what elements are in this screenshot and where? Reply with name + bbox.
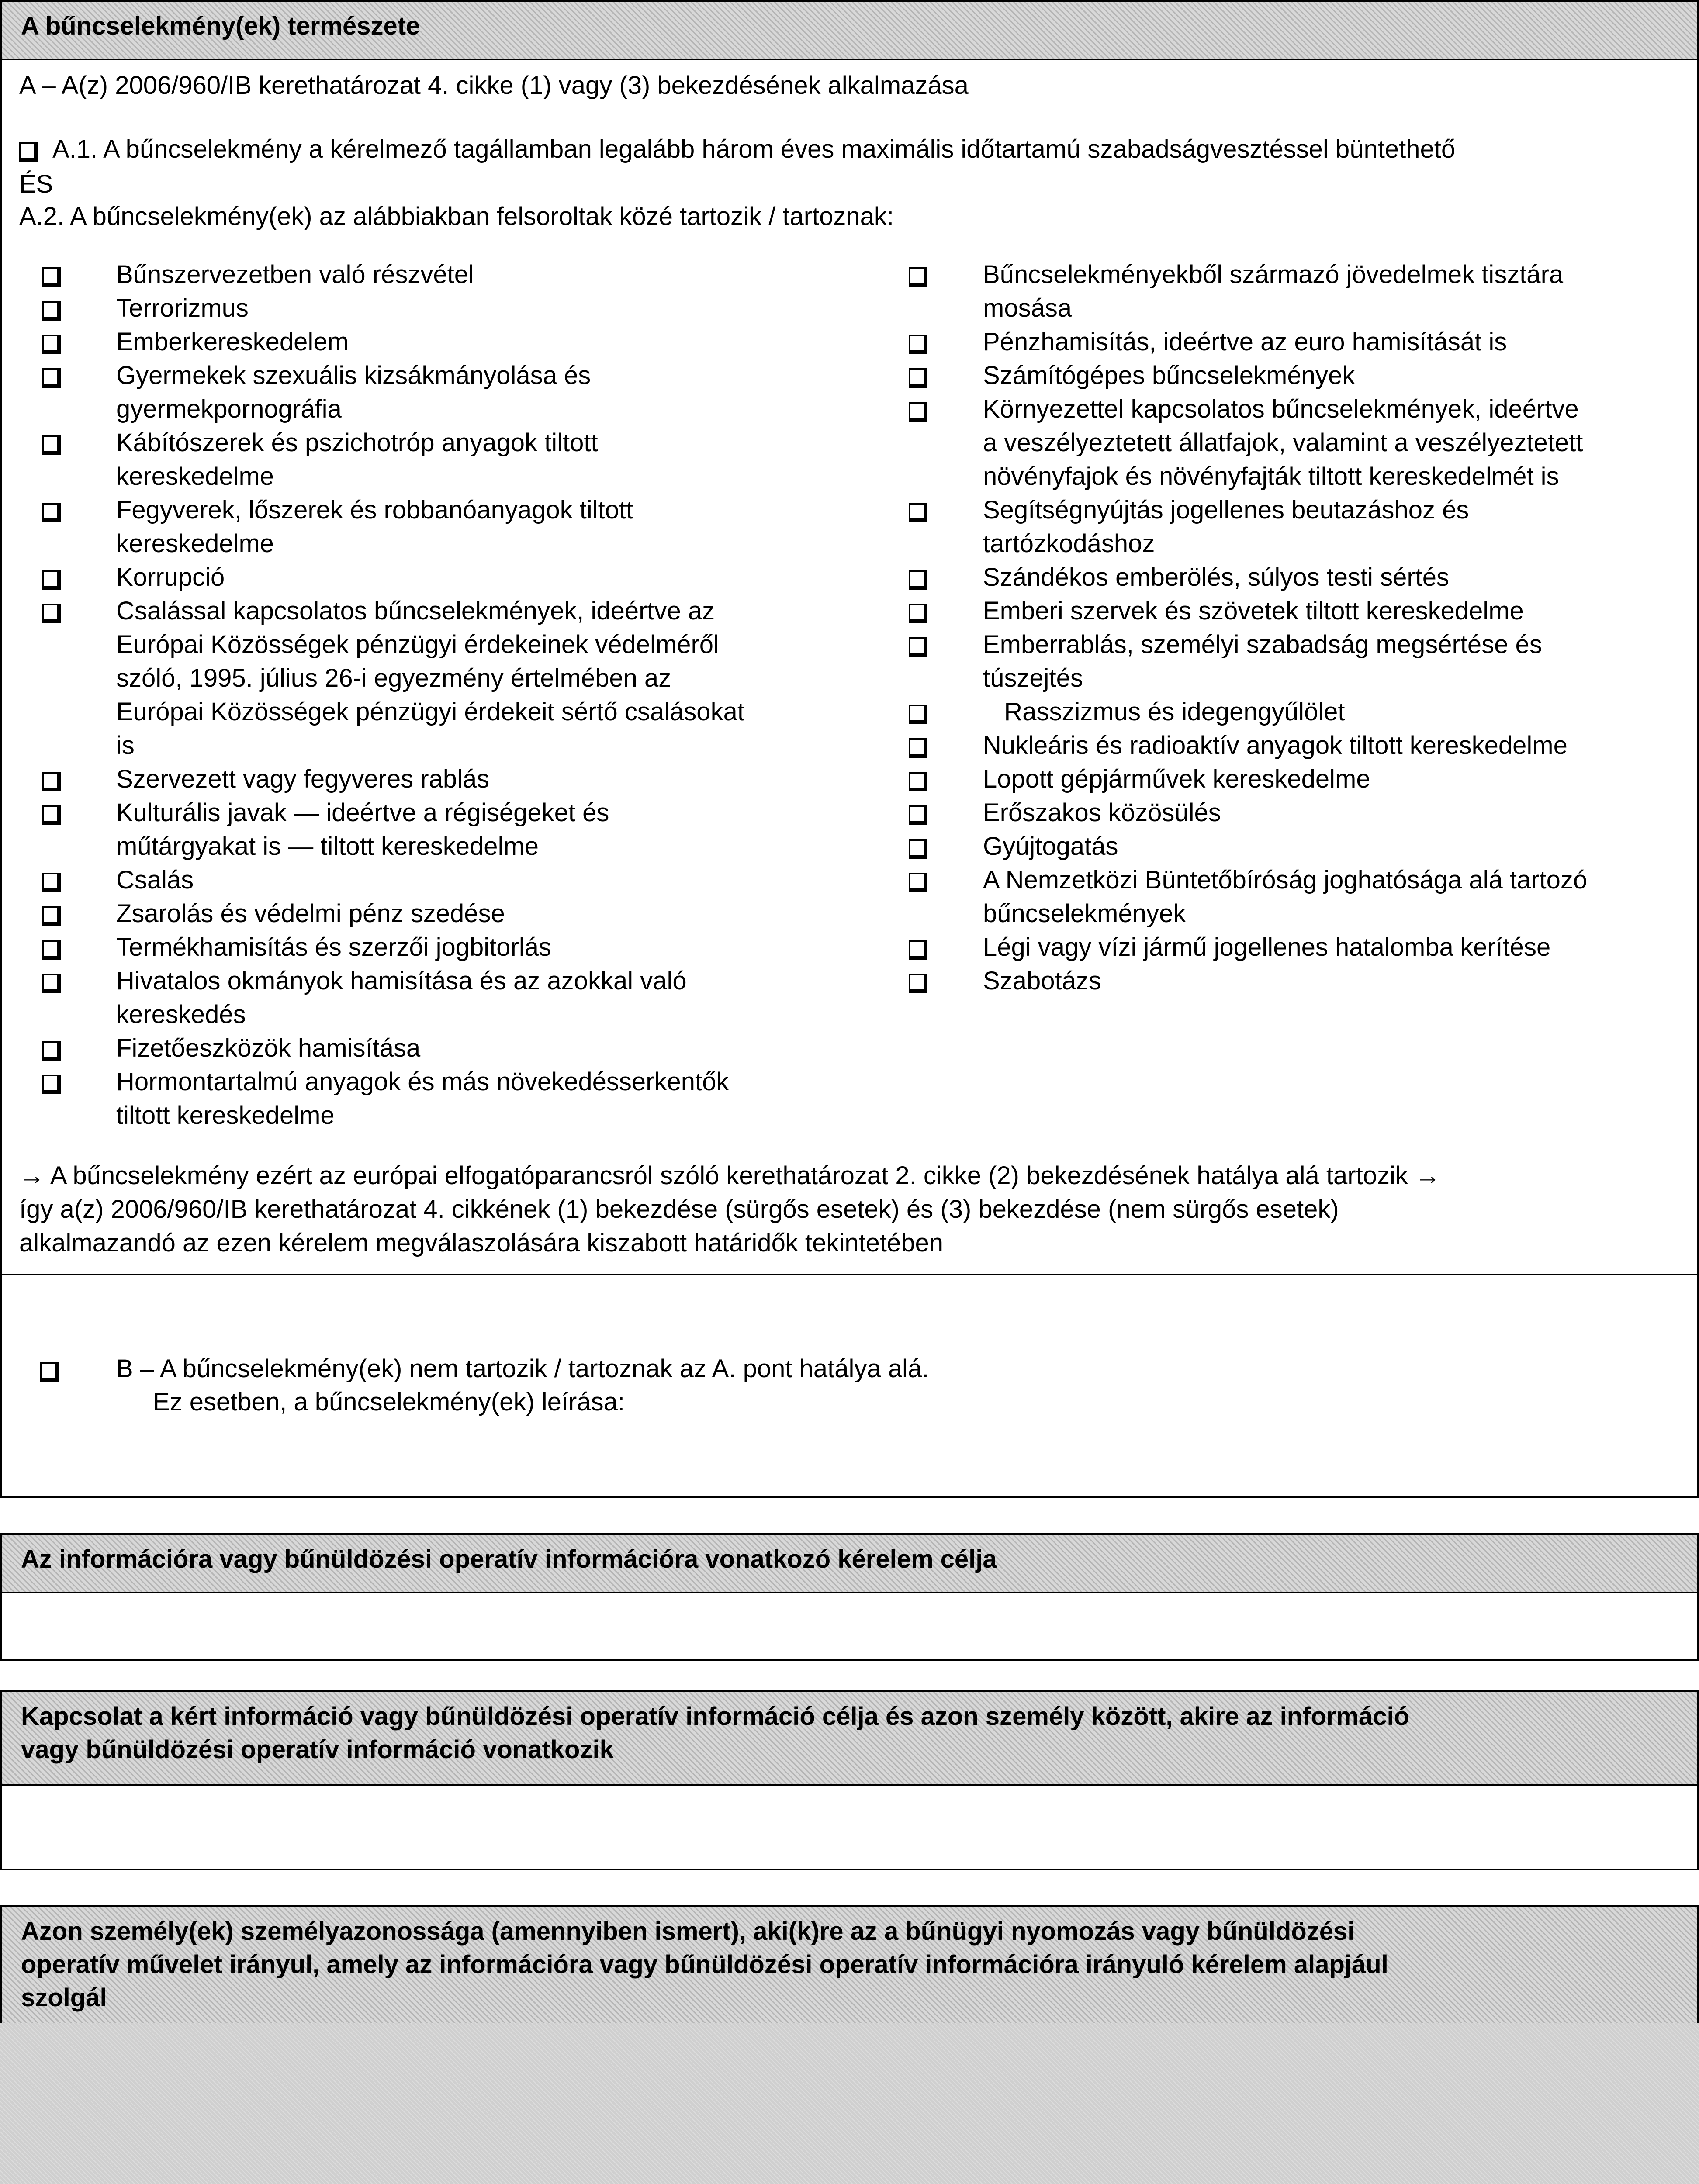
offence-left-item-text: Zsarolás és védelmi pénz szedése <box>116 899 505 928</box>
offence-left-item-text: Kábítószerek és pszichotróp anyagok tiltott <box>116 429 598 457</box>
offence-right-checkbox[interactable] <box>909 368 927 388</box>
offence-right-checkbox[interactable] <box>909 267 927 287</box>
conclusion-line-2: így a(z) 2006/960/IB kerethatározat 4. cikkének (1) bekezdése (sürgős esetek) és (3) bekezdése (nem sürgős esetek) <box>19 1195 1339 1223</box>
offence-left-item <box>116 1031 859 1065</box>
offence-left-item-text: Európai Közösségek pénzügyi érdekeit sértő csalásokat <box>116 698 744 726</box>
offence-right-item <box>983 594 1682 628</box>
section-relation-header-line-2: vagy bűnüldözési operatív információ vonatkozik <box>21 1735 614 1764</box>
section-identity-header-line-1: Azon személy(ek) személyazonossága (amennyiben ismert), aki(k)re az a bűnügyi nyomozás vagy bűnüldözési <box>21 1917 1355 1946</box>
offence-left-checkbox[interactable] <box>42 940 61 960</box>
offence-right-item-text: Emberrablás, személyi szabadság megsértése és <box>983 630 1542 659</box>
offence-right-checkbox[interactable] <box>909 705 927 724</box>
identity-shaded-area <box>0 2023 1699 2184</box>
offence-right-item <box>983 729 1682 762</box>
offence-left-item-text: Európai Közösségek pénzügyi érdekeinek védelméről <box>116 630 719 659</box>
offence-right-checkbox[interactable] <box>909 873 927 892</box>
offence-left-item <box>116 291 859 325</box>
offence-left-item-text: tiltott kereskedelme <box>116 1101 335 1130</box>
section-request-purpose <box>0 1533 1699 1661</box>
offence-right-item <box>983 695 1682 729</box>
offence-left-checkbox[interactable] <box>42 368 61 388</box>
offence-left-item <box>116 258 859 291</box>
option-a2-text: A.2. A bűncselekmény(ek) az alábbiakban felsoroltak közé tartozik / tartoznak: <box>19 202 894 231</box>
offence-left-item-text: Bűnszervezetben való részvétel <box>116 260 474 289</box>
offence-right-item <box>983 930 1682 964</box>
offence-right-item-text: Rasszizmus és idegengyűlölet <box>983 698 1345 726</box>
offence-right-item-text: Segítségnyújtás jogellenes beutazáshoz és <box>983 496 1469 524</box>
offence-left-checkbox[interactable] <box>42 873 61 892</box>
offence-left-checkbox[interactable] <box>42 435 61 455</box>
offence-right-item-text: növényfajok és növényfajták tiltott kereskedelmét is <box>983 462 1559 491</box>
offence-right-item <box>983 560 1682 594</box>
option-a1-and: ÉS <box>19 170 53 198</box>
offence-left-checkbox[interactable] <box>42 503 61 522</box>
offence-left-item-text: szóló, 1995. július 26-i egyezmény értelmében az <box>116 664 671 692</box>
offence-left-item <box>116 930 859 964</box>
offence-right-item <box>983 628 1682 695</box>
section-identity-header <box>2 1907 1697 2027</box>
offence-right-item <box>983 392 1682 493</box>
offence-left-item-text: Fegyverek, lőszerek és robbanóanyagok tiltott <box>116 496 633 524</box>
offence-list-right <box>983 258 1682 998</box>
offence-left-checkbox[interactable] <box>42 335 61 354</box>
section-relation-header-line-1: Kapcsolat a kért információ vagy bűnüldözési operatív információ célja és azon személy között, akire az információ <box>21 1702 1410 1731</box>
offence-left-item-text: Csalás <box>116 866 194 894</box>
offence-right-item <box>983 325 1682 359</box>
offence-right-checkbox[interactable] <box>909 738 927 758</box>
offence-left-item-text: Hivatalos okmányok hamisítása és az azokkal való <box>116 967 687 995</box>
section-request-purpose-header: Az információra vagy bűnüldözési operatív információra vonatkozó kérelem célja <box>2 1535 1697 1593</box>
offence-right-item <box>983 359 1682 392</box>
offence-right-item-text: A Nemzetközi Büntetőbíróság joghatósága alá tartozó <box>983 866 1588 894</box>
offence-left-checkbox[interactable] <box>42 570 61 590</box>
offence-left-item-text: Termékhamisítás és szerzői jogbitorlás <box>116 933 552 961</box>
offence-right-checkbox[interactable] <box>909 335 927 354</box>
offence-right-item-text: Pénzhamisítás, ideértve az euro hamisítását is <box>983 328 1507 356</box>
offence-left-checkbox[interactable] <box>42 974 61 993</box>
offence-left-item <box>116 325 859 359</box>
offence-right-checkbox[interactable] <box>909 402 927 422</box>
offence-left-item-text: kereskedés <box>116 1000 246 1029</box>
offence-left-item-text: Korrupció <box>116 563 225 591</box>
offence-right-checkbox[interactable] <box>909 503 927 522</box>
offence-left-item-text: gyermekpornográfia <box>116 395 342 423</box>
offence-left-checkbox[interactable] <box>42 805 61 825</box>
offence-left-item-text: kereskedelme <box>116 529 274 558</box>
offence-left-item-text: Emberkereskedelem <box>116 328 349 356</box>
offence-left-item-text: Csalással kapcsolatos bűncselekmények, ideértve az <box>116 597 715 625</box>
offence-left-item <box>116 762 859 796</box>
offence-left-item <box>116 1065 859 1132</box>
offence-left-checkbox[interactable] <box>42 1041 61 1061</box>
offence-right-item-text: Környezettel kapcsolatos bűncselekmények, ideértve <box>983 395 1579 423</box>
offence-left-item-text: műtárgyakat is — tiltott kereskedelme <box>116 832 539 860</box>
offence-left-checkbox[interactable] <box>42 772 61 791</box>
offence-right-item-text: túszejtés <box>983 664 1083 692</box>
option-b-text: B – A bűncselekmény(ek) nem tartozik / tartoznak az A. pont hatálya alá. <box>116 1355 929 1383</box>
checkbox-b[interactable] <box>40 1362 59 1382</box>
offence-left-item-text: Kulturális javak — ideértve a régiségeket és <box>116 798 609 827</box>
offence-left-item <box>116 897 859 930</box>
offence-left-item <box>116 863 859 897</box>
checkbox-a1[interactable] <box>19 142 38 162</box>
offence-right-item <box>983 258 1682 325</box>
section-relation-header <box>2 1692 1697 1786</box>
offence-right-item <box>983 762 1682 796</box>
section-offence-nature-header: A bűncselekmény(ek) természete <box>2 2 1697 60</box>
offence-left-item-text: Terrorizmus <box>116 294 249 322</box>
offence-list-left <box>116 258 859 1132</box>
offence-left-checkbox[interactable] <box>42 604 61 623</box>
offence-left-checkbox[interactable] <box>42 267 61 287</box>
offence-right-checkbox[interactable] <box>909 637 927 657</box>
offence-right-item-text: a veszélyeztetett állatfajok, valamint a veszélyeztetett <box>983 429 1583 457</box>
offence-left-item-text: Gyermekek szexuális kizsákmányolása és <box>116 361 591 390</box>
offence-right-item-text: Gyújtogatás <box>983 832 1118 860</box>
section-identity-header-line-3: szolgál <box>21 1984 107 2012</box>
section-relation <box>0 1690 1699 1870</box>
offence-left-checkbox[interactable] <box>42 1075 61 1094</box>
offence-left-checkbox[interactable] <box>42 906 61 926</box>
offence-right-item <box>983 964 1682 998</box>
offence-left-item-text: Szervezett vagy fegyveres rablás <box>116 765 490 793</box>
offence-left-item-text: Fizetőeszközök hamisítása <box>116 1034 421 1062</box>
offence-left-item-text: Hormontartalmú anyagok és más növekedésserkentők <box>116 1068 729 1096</box>
offence-right-item-text: Bűncselekményekből származó jövedelmek tisztára <box>983 260 1564 289</box>
offence-left-item <box>116 359 859 426</box>
option-b-description-label: Ez esetben, a bűncselekmény(ek) leírása: <box>153 1388 625 1416</box>
offence-left-item <box>116 964 859 1031</box>
offence-left-item <box>116 560 859 594</box>
offence-left-item <box>116 796 859 863</box>
offence-left-item <box>116 594 859 762</box>
offence-left-checkbox[interactable] <box>42 301 61 321</box>
conclusion-line-3: alkalmazandó az ezen kérelem megválaszolására kiszabott határidők tekintetében <box>19 1229 943 1257</box>
offence-right-item-text: Emberi szervek és szövetek tiltott kereskedelme <box>983 597 1524 625</box>
offence-right-checkbox[interactable] <box>909 570 927 590</box>
offence-right-checkbox[interactable] <box>909 974 927 993</box>
offence-right-item-text: tartózkodáshoz <box>983 529 1155 558</box>
offence-right-item-text: Szándékos emberölés, súlyos testi sértés <box>983 563 1450 591</box>
offence-left-item-text: is <box>116 731 135 760</box>
offence-right-item-text: Légi vagy vízi jármű jogellenes hatalomba kerítése <box>983 933 1551 961</box>
offence-right-checkbox[interactable] <box>909 805 927 825</box>
offence-right-item-text: Nukleáris és radioaktív anyagok tiltott kereskedelme <box>983 731 1568 760</box>
offence-right-item-text: Lopott gépjárművek kereskedelme <box>983 765 1370 793</box>
option-a-line: A – A(z) 2006/960/IB kerethatározat 4. cikke (1) vagy (3) bekezdésének alkalmazása <box>19 71 969 100</box>
offence-left-item <box>116 493 859 560</box>
offence-right-item <box>983 863 1682 930</box>
offence-right-item-text: Erőszakos közösülés <box>983 798 1221 827</box>
section-divider <box>0 1274 1699 1275</box>
offence-left-item-text: kereskedelme <box>116 462 274 491</box>
option-a1-text: A.1. A bűncselekmény a kérelmező tagállamban legalább három éves maximális időtartamú szabadságvesztéssel büntethető <box>52 135 1456 163</box>
section-identity-header-line-2: operatív művelet irányul, amely az információra vagy bűnüldözési operatív információra irányuló kérelem alapjául <box>21 1950 1388 1979</box>
offence-right-item-text: Számítógépes bűncselekmények <box>983 361 1355 390</box>
section-identity <box>0 1905 1699 2025</box>
conclusion-line-1: → A bűncselekmény ezért az európai elfogatóparancsról szóló kerethatározat 2. cikke (2) bekezdésének hatálya alá tartozik → <box>19 1161 1440 1190</box>
offence-right-checkbox[interactable] <box>909 839 927 859</box>
offence-right-item <box>983 796 1682 829</box>
offence-right-checkbox[interactable] <box>909 940 927 960</box>
offence-right-item <box>983 829 1682 863</box>
offence-left-item <box>116 426 859 493</box>
offence-right-checkbox[interactable] <box>909 604 927 623</box>
offence-right-item-text: Szabotázs <box>983 967 1101 995</box>
offence-right-item-text: mosása <box>983 294 1072 322</box>
offence-right-item-text: bűncselekmények <box>983 899 1186 928</box>
offence-right-item <box>983 493 1682 560</box>
offence-right-checkbox[interactable] <box>909 772 927 791</box>
